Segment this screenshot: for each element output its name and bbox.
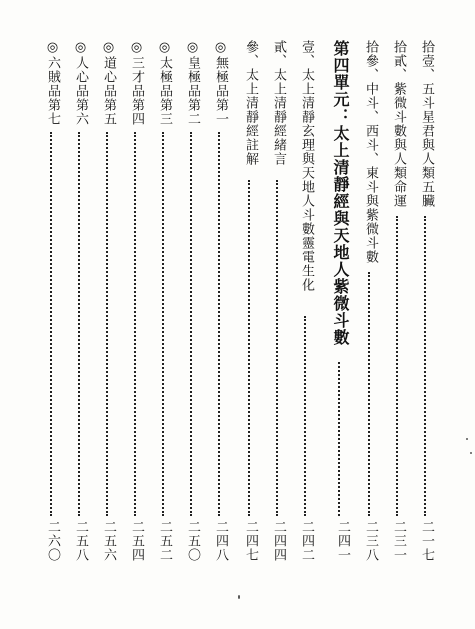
toc-entry-page: 二六〇 [45,520,60,562]
toc-entry [386,40,408,580]
toc-entry [414,40,436,580]
toc-entry-page: 二四八 [213,520,228,562]
toc-entry-title: 壹、太上清靜玄理與天地人斗數靈電生化 [299,40,314,292]
toc-unit-heading [326,40,352,580]
toc-entry-title: ◎道心品第五 [101,40,116,126]
toc-entry [238,40,260,580]
toc-heading-title: 第四單元：太上清靜經與天地人紫微斗數 [331,40,350,346]
leader-dots [248,180,250,516]
leader-dots [190,132,192,516]
toc-entry [294,40,316,580]
toc-entry [152,40,174,580]
toc-entry-page: 二四一 [335,520,350,562]
toc-entry-title: ◎六賊品第七 [45,40,60,126]
leader-dots [50,132,52,516]
leader-dots [134,132,136,516]
leader-dots [368,272,370,516]
toc-entry-page: 二五八 [73,520,88,562]
toc-entry-title: 貳、太上清靜經緒言 [271,40,286,166]
toc-entry [124,40,146,580]
toc-entry-page: 二三八 [363,520,378,562]
toc-entry-page: 二五四 [129,520,144,562]
toc-entry [358,40,380,580]
leader-dots [106,132,108,516]
leader-dots [218,132,220,516]
leader-dots [304,316,306,516]
toc-entry-page: 二四四 [271,520,286,562]
toc-entry-page: 二五六 [101,520,116,562]
leader-dots [78,132,80,516]
leader-dots [338,362,340,516]
scan-speck [470,452,472,454]
toc-entry [266,40,288,580]
toc-entry-title: 參、太上清靜經註解 [243,40,258,166]
toc-entry [68,40,90,580]
toc-entry-title: ◎太極品第三 [157,40,172,126]
scan-speck [466,438,468,440]
toc-entry [180,40,202,580]
toc-entry-page: 二四二 [299,520,314,562]
toc-entry-title: 拾壹、五斗星君與人類五臟 [419,40,434,208]
leader-dots [424,216,426,516]
toc-entry-page: 二四七 [243,520,258,562]
toc-entry-title: ◎三才品第四 [129,40,144,126]
toc-entry-title: ◎無極品第一 [213,40,228,126]
toc-entry-page: 二五二 [157,520,172,562]
toc-entry-page: 二一七 [419,520,434,562]
leader-dots [396,216,398,516]
toc-entry-title: 拾參、中斗、西斗、東斗與紫微斗數 [363,40,378,264]
toc-entry [96,40,118,580]
toc-entry-title: ◎人心品第六 [73,40,88,126]
toc-entry-title: 拾貳、紫微斗數與人類命運 [391,40,406,208]
leader-dots [162,132,164,516]
toc-entry-title: ◎皇極品第二 [185,40,200,126]
toc-entry-page: 二五〇 [185,520,200,562]
toc-entry [40,40,62,580]
toc-entry [208,40,230,580]
leader-dots [276,180,278,516]
scan-speck [238,595,240,599]
toc-entry-page: 二三一 [391,520,406,562]
